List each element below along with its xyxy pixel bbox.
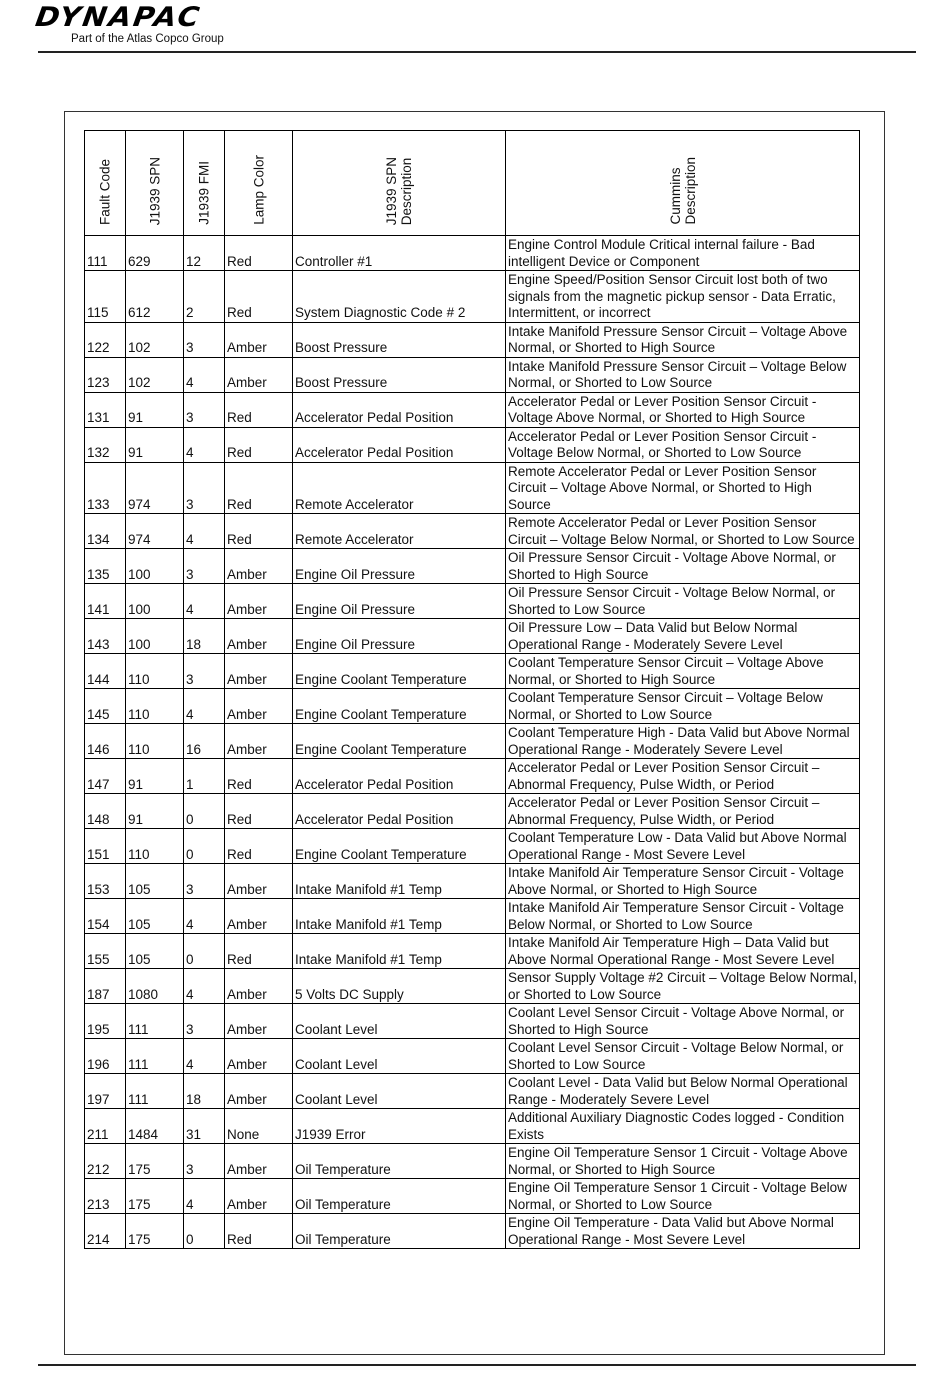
spn-description-cell: Boost Pressure xyxy=(293,357,506,392)
table-row xyxy=(85,1004,860,1039)
cummins-description-cell: Intake Manifold Pressure Sensor Circuit – Voltage Below Normal, or Shorted to Low Source xyxy=(506,357,860,392)
spn-description-cell: Engine Coolant Temperature xyxy=(293,689,506,724)
cummins-description-cell: Engine Oil Temperature Sensor 1 Circuit - Voltage Below Normal, or Shorted to Low Source xyxy=(506,1179,860,1214)
table-row xyxy=(85,514,860,549)
table-row xyxy=(85,619,860,654)
lamp-color-cell: Amber xyxy=(225,1144,293,1179)
cummins-description-cell: Engine Oil Temperature - Data Valid but Above Normal Operational Range - Most Severe Level xyxy=(506,1214,860,1249)
spn-description-cell: Coolant Level xyxy=(293,1004,506,1039)
spn-cell: 110 xyxy=(126,724,184,759)
lamp-color-cell: Red xyxy=(225,934,293,969)
lamp-color-cell: Red xyxy=(225,759,293,794)
table-row xyxy=(85,427,860,462)
fault-code-cell: 154 xyxy=(85,899,126,934)
spn-description-cell: Accelerator Pedal Position xyxy=(293,759,506,794)
table-row xyxy=(85,322,860,357)
spn-cell: 612 xyxy=(126,271,184,323)
fault-code-cell: 148 xyxy=(85,794,126,829)
spn-cell: 110 xyxy=(126,689,184,724)
table-row xyxy=(85,759,860,794)
lamp-color-cell: Amber xyxy=(225,1004,293,1039)
lamp-color-cell: Amber xyxy=(225,322,293,357)
footer-rule xyxy=(38,1364,916,1366)
spn-cell: 100 xyxy=(126,549,184,584)
fault-code-cell: 155 xyxy=(85,934,126,969)
spn-cell: 175 xyxy=(126,1214,184,1249)
fmi-cell: 3 xyxy=(184,1144,225,1179)
header-cummins-description: Cummins Description xyxy=(506,131,860,236)
spn-cell: 111 xyxy=(126,1039,184,1074)
lamp-color-cell: Amber xyxy=(225,1179,293,1214)
lamp-color-cell: Amber xyxy=(225,584,293,619)
cummins-description-cell: Accelerator Pedal or Lever Position Sensor Circuit - Voltage Above Normal, or Shorted to High Source xyxy=(506,392,860,427)
cummins-description-cell: Additional Auxiliary Diagnostic Codes logged - Condition Exists xyxy=(506,1109,860,1144)
spn-description-cell: 5 Volts DC Supply xyxy=(293,969,506,1004)
cummins-description-cell: Oil Pressure Low – Data Valid but Below Normal Operational Range - Moderately Severe Level xyxy=(506,619,860,654)
spn-cell: 91 xyxy=(126,427,184,462)
cummins-description-cell: Accelerator Pedal or Lever Position Sensor Circuit - Voltage Below Normal, or Shorted to Low Source xyxy=(506,427,860,462)
lamp-color-cell: Amber xyxy=(225,689,293,724)
spn-description-cell: Intake Manifold #1 Temp xyxy=(293,899,506,934)
spn-cell: 974 xyxy=(126,462,184,514)
fault-code-cell: 214 xyxy=(85,1214,126,1249)
lamp-color-cell: Amber xyxy=(225,654,293,689)
fault-code-cell: 115 xyxy=(85,271,126,323)
spn-cell: 105 xyxy=(126,864,184,899)
table-row xyxy=(85,864,860,899)
spn-cell: 974 xyxy=(126,514,184,549)
lamp-color-cell: Amber xyxy=(225,1074,293,1109)
fmi-cell: 3 xyxy=(184,462,225,514)
fmi-cell: 4 xyxy=(184,969,225,1004)
cummins-description-cell: Coolant Level - Data Valid but Below Normal Operational Range - Moderately Severe Level xyxy=(506,1074,860,1109)
cummins-description-cell: Intake Manifold Air Temperature Sensor Circuit - Voltage Above Normal, or Shorted to High Source xyxy=(506,864,860,899)
cummins-description-cell: Engine Control Module Critical internal failure - Bad intelligent Device or Component xyxy=(506,236,860,271)
dynapac-logo xyxy=(33,2,268,46)
fault-code-cell: 197 xyxy=(85,1074,126,1109)
spn-cell: 629 xyxy=(126,236,184,271)
fault-code-table xyxy=(84,130,860,1249)
fault-code-cell: 147 xyxy=(85,759,126,794)
lamp-color-cell: Amber xyxy=(225,969,293,1004)
lamp-color-cell: Red xyxy=(225,236,293,271)
fmi-cell: 4 xyxy=(184,514,225,549)
header-spn-description: J1939 SPN Description xyxy=(293,131,506,236)
cummins-description-cell: Coolant Level Sensor Circuit - Voltage Below Normal, or Shorted to Low Source xyxy=(506,1039,860,1074)
fault-code-cell: 133 xyxy=(85,462,126,514)
fmi-cell: 4 xyxy=(184,1179,225,1214)
cummins-description-cell: Intake Manifold Pressure Sensor Circuit – Voltage Above Normal, or Shorted to High Source xyxy=(506,322,860,357)
table-row xyxy=(85,236,860,271)
table-row xyxy=(85,1144,860,1179)
cummins-description-cell: Coolant Level Sensor Circuit - Voltage Above Normal, or Shorted to High Source xyxy=(506,1004,860,1039)
header-fault-code: Fault Code xyxy=(85,131,126,236)
fault-code-cell: 196 xyxy=(85,1039,126,1074)
spn-description-cell: Coolant Level xyxy=(293,1039,506,1074)
spn-description-cell: J1939 Error xyxy=(293,1109,506,1144)
spn-description-cell: Engine Coolant Temperature xyxy=(293,724,506,759)
cummins-description-cell: Remote Accelerator Pedal or Lever Position Sensor Circuit – Voltage Below Normal, or Shorted to Low Source xyxy=(506,514,860,549)
table-row xyxy=(85,934,860,969)
cummins-description-cell: Coolant Temperature High - Data Valid but Above Normal Operational Range - Moderately Severe Level xyxy=(506,724,860,759)
fmi-cell: 3 xyxy=(184,392,225,427)
fault-code-cell: 212 xyxy=(85,1144,126,1179)
cummins-description-cell: Remote Accelerator Pedal or Lever Position Sensor Circuit – Voltage Above Normal, or Shorted to High Source xyxy=(506,462,860,514)
cummins-description-cell: Coolant Temperature Sensor Circuit – Voltage Below Normal, or Shorted to Low Source xyxy=(506,689,860,724)
spn-cell: 111 xyxy=(126,1074,184,1109)
table-row xyxy=(85,392,860,427)
header-j1939-spn: J1939 SPN xyxy=(126,131,184,236)
fmi-cell: 2 xyxy=(184,271,225,323)
spn-cell: 102 xyxy=(126,322,184,357)
table-row xyxy=(85,1179,860,1214)
table-header-row xyxy=(85,131,860,236)
header-j1939-fmi: J1939 FMI xyxy=(184,131,225,236)
fmi-cell: 3 xyxy=(184,549,225,584)
spn-cell: 175 xyxy=(126,1144,184,1179)
cummins-description-cell: Oil Pressure Sensor Circuit - Voltage Above Normal, or Shorted to High Source xyxy=(506,549,860,584)
header-rule xyxy=(38,51,916,53)
fault-code-cell: 132 xyxy=(85,427,126,462)
spn-description-cell: Controller #1 xyxy=(293,236,506,271)
spn-cell: 111 xyxy=(126,1004,184,1039)
spn-cell: 100 xyxy=(126,584,184,619)
fault-code-cell: 151 xyxy=(85,829,126,864)
spn-description-cell: Oil Temperature xyxy=(293,1179,506,1214)
spn-description-cell: Coolant Level xyxy=(293,1074,506,1109)
table-row xyxy=(85,1109,860,1144)
spn-description-cell: Engine Coolant Temperature xyxy=(293,654,506,689)
table-row xyxy=(85,271,860,323)
lamp-color-cell: Amber xyxy=(225,549,293,584)
cummins-description-cell: Coolant Temperature Sensor Circuit – Voltage Above Normal, or Shorted to High Source xyxy=(506,654,860,689)
cummins-description-cell: Engine Oil Temperature Sensor 1 Circuit - Voltage Above Normal, or Shorted to High Source xyxy=(506,1144,860,1179)
spn-description-cell: Intake Manifold #1 Temp xyxy=(293,864,506,899)
spn-cell: 105 xyxy=(126,899,184,934)
table-row xyxy=(85,899,860,934)
cummins-description-cell: Sensor Supply Voltage #2 Circuit – Voltage Below Normal, or Shorted to Low Source xyxy=(506,969,860,1004)
fmi-cell: 12 xyxy=(184,236,225,271)
table-row xyxy=(85,724,860,759)
fault-code-cell: 143 xyxy=(85,619,126,654)
fmi-cell: 18 xyxy=(184,619,225,654)
fmi-cell: 31 xyxy=(184,1109,225,1144)
fmi-cell: 1 xyxy=(184,759,225,794)
table-row xyxy=(85,1074,860,1109)
lamp-color-cell: Amber xyxy=(225,899,293,934)
fmi-cell: 3 xyxy=(184,864,225,899)
spn-cell: 110 xyxy=(126,654,184,689)
spn-cell: 105 xyxy=(126,934,184,969)
cummins-description-cell: Intake Manifold Air Temperature High – Data Valid but Above Normal Operational Range - Most Severe Level xyxy=(506,934,860,969)
spn-cell: 102 xyxy=(126,357,184,392)
spn-description-cell: Engine Coolant Temperature xyxy=(293,829,506,864)
fmi-cell: 0 xyxy=(184,1214,225,1249)
table-row xyxy=(85,357,860,392)
table-row xyxy=(85,794,860,829)
spn-description-cell: Oil Temperature xyxy=(293,1214,506,1249)
fmi-cell: 4 xyxy=(184,584,225,619)
fault-code-cell: 131 xyxy=(85,392,126,427)
table-row xyxy=(85,1039,860,1074)
fault-code-cell: 122 xyxy=(85,322,126,357)
fmi-cell: 0 xyxy=(184,794,225,829)
spn-cell: 1080 xyxy=(126,969,184,1004)
table-body xyxy=(85,236,860,1249)
spn-description-cell: Remote Accelerator xyxy=(293,462,506,514)
fmi-cell: 3 xyxy=(184,1004,225,1039)
fmi-cell: 4 xyxy=(184,899,225,934)
brand-tagline: Part of the Atlas Copco Group xyxy=(71,33,224,45)
spn-cell: 110 xyxy=(126,829,184,864)
table-row xyxy=(85,654,860,689)
fault-code-cell: 134 xyxy=(85,514,126,549)
fault-code-cell: 211 xyxy=(85,1109,126,1144)
spn-description-cell: Engine Oil Pressure xyxy=(293,619,506,654)
fmi-cell: 0 xyxy=(184,934,225,969)
table-row xyxy=(85,689,860,724)
lamp-color-cell: Amber xyxy=(225,724,293,759)
spn-cell: 175 xyxy=(126,1179,184,1214)
cummins-description-cell: Coolant Temperature Low - Data Valid but Above Normal Operational Range - Most Severe Level xyxy=(506,829,860,864)
lamp-color-cell: Red xyxy=(225,271,293,323)
spn-cell: 91 xyxy=(126,794,184,829)
spn-description-cell: System Diagnostic Code # 2 xyxy=(293,271,506,323)
fault-code-cell: 111 xyxy=(85,236,126,271)
cummins-description-cell: Oil Pressure Sensor Circuit - Voltage Below Normal, or Shorted to Low Source xyxy=(506,584,860,619)
lamp-color-cell: Amber xyxy=(225,1039,293,1074)
lamp-color-cell: Amber xyxy=(225,619,293,654)
spn-description-cell: Accelerator Pedal Position xyxy=(293,427,506,462)
spn-description-cell: Boost Pressure xyxy=(293,322,506,357)
lamp-color-cell: Red xyxy=(225,462,293,514)
table-row xyxy=(85,969,860,1004)
cummins-description-cell: Intake Manifold Air Temperature Sensor Circuit - Voltage Below Normal, or Shorted to Low Source xyxy=(506,899,860,934)
lamp-color-cell: Red xyxy=(225,829,293,864)
fmi-cell: 3 xyxy=(184,654,225,689)
fault-code-cell: 213 xyxy=(85,1179,126,1214)
fault-code-cell: 195 xyxy=(85,1004,126,1039)
lamp-color-cell: Red xyxy=(225,1214,293,1249)
cummins-description-cell: Accelerator Pedal or Lever Position Sensor Circuit – Abnormal Frequency, Pulse Width, or Period xyxy=(506,794,860,829)
header-lamp-color: Lamp Color xyxy=(225,131,293,236)
fmi-cell: 4 xyxy=(184,689,225,724)
spn-description-cell: Oil Temperature xyxy=(293,1144,506,1179)
brand-wordmark: DYNAPAC xyxy=(33,2,204,33)
fault-code-cell: 153 xyxy=(85,864,126,899)
fmi-cell: 3 xyxy=(184,322,225,357)
lamp-color-cell: Red xyxy=(225,794,293,829)
fmi-cell: 4 xyxy=(184,357,225,392)
fmi-cell: 0 xyxy=(184,829,225,864)
lamp-color-cell: Red xyxy=(225,392,293,427)
fault-code-cell: 135 xyxy=(85,549,126,584)
spn-description-cell: Accelerator Pedal Position xyxy=(293,794,506,829)
table-row xyxy=(85,462,860,514)
table-row xyxy=(85,584,860,619)
fault-code-cell: 145 xyxy=(85,689,126,724)
lamp-color-cell: Red xyxy=(225,514,293,549)
cummins-description-cell: Engine Speed/Position Sensor Circuit lost both of two signals from the magnetic pickup sensor - Data Erratic, Intermittent, or incorrect xyxy=(506,271,860,323)
cummins-description-cell: Accelerator Pedal or Lever Position Sensor Circuit – Abnormal Frequency, Pulse Width, or Period xyxy=(506,759,860,794)
fault-code-cell: 146 xyxy=(85,724,126,759)
spn-description-cell: Intake Manifold #1 Temp xyxy=(293,934,506,969)
table-row xyxy=(85,1214,860,1249)
lamp-color-cell: None xyxy=(225,1109,293,1144)
spn-description-cell: Engine Oil Pressure xyxy=(293,584,506,619)
spn-description-cell: Engine Oil Pressure xyxy=(293,549,506,584)
fmi-cell: 18 xyxy=(184,1074,225,1109)
fmi-cell: 4 xyxy=(184,1039,225,1074)
spn-description-cell: Accelerator Pedal Position xyxy=(293,392,506,427)
lamp-color-cell: Amber xyxy=(225,864,293,899)
spn-cell: 100 xyxy=(126,619,184,654)
lamp-color-cell: Amber xyxy=(225,357,293,392)
fault-code-cell: 144 xyxy=(85,654,126,689)
fmi-cell: 16 xyxy=(184,724,225,759)
fault-code-cell: 141 xyxy=(85,584,126,619)
spn-description-cell: Remote Accelerator xyxy=(293,514,506,549)
table-row xyxy=(85,549,860,584)
fmi-cell: 4 xyxy=(184,427,225,462)
spn-cell: 91 xyxy=(126,392,184,427)
spn-cell: 91 xyxy=(126,759,184,794)
spn-cell: 1484 xyxy=(126,1109,184,1144)
fault-code-cell: 187 xyxy=(85,969,126,1004)
fault-code-cell: 123 xyxy=(85,357,126,392)
lamp-color-cell: Red xyxy=(225,427,293,462)
table-row xyxy=(85,829,860,864)
